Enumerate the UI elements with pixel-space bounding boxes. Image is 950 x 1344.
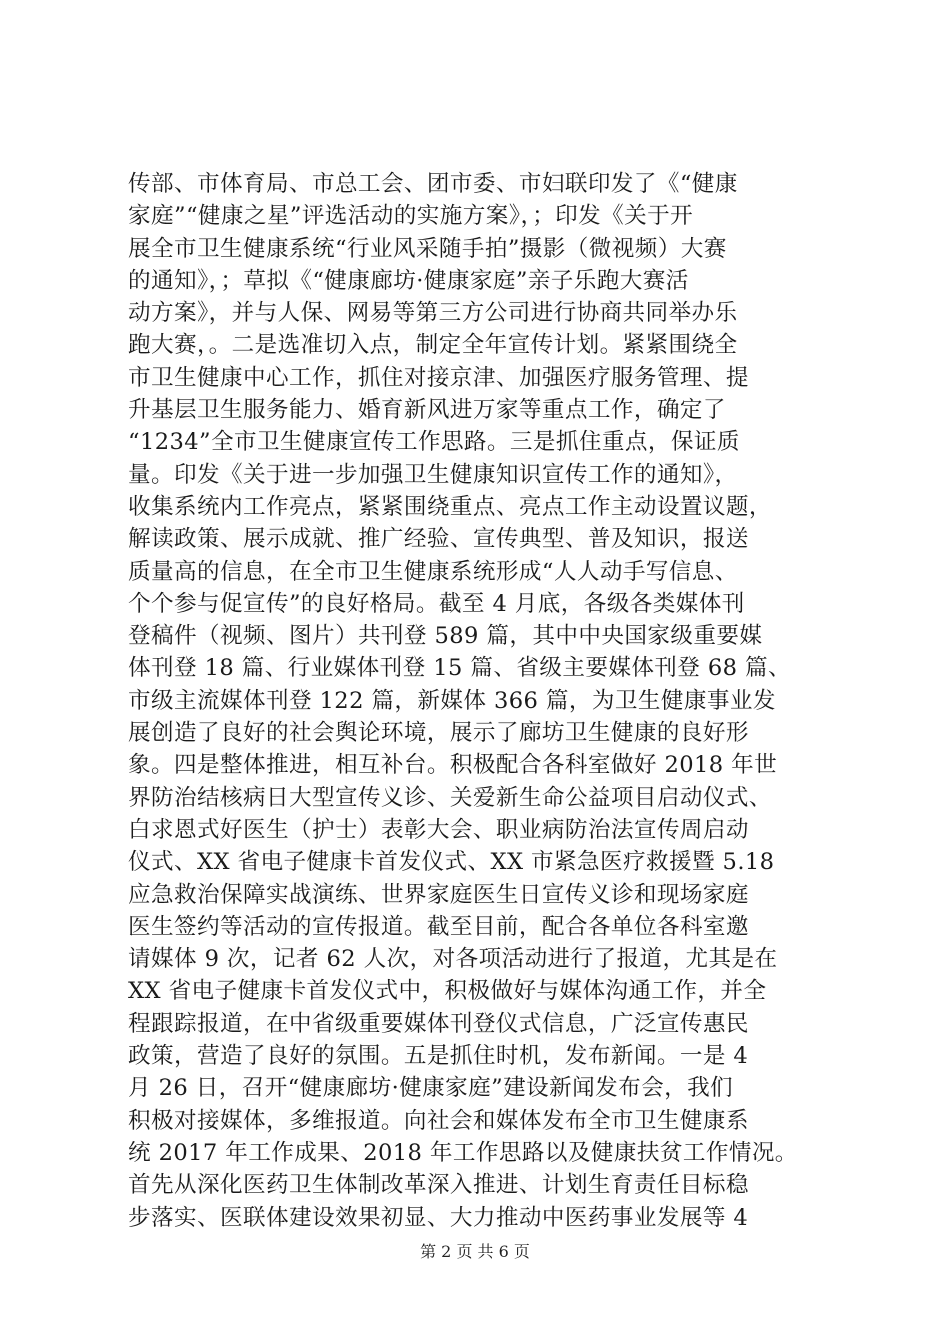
body-paragraph	[128, 168, 840, 1234]
text-line: 象。四是整体推进，相互补台。积极配合各科室做好 2018 年世	[128, 752, 778, 779]
text-line: 家庭”“健康之星”评选活动的实施方案》，；印发《关于开	[128, 203, 694, 230]
text-line: 登稿件（视频、图片）共刊登 589 篇，其中中央国家级重要媒	[128, 623, 763, 650]
text-line: 仪式、XX 省电子健康卡首发仪式、XX 市紧急医疗救援暨 5.18	[128, 849, 775, 876]
text-line: 收集系统内工作亮点，紧紧围绕重点、亮点工作主动设置议题，	[128, 493, 772, 520]
text-line: 政策，营造了良好的氛围。五是抓住时机，发布新闻。一是 4	[128, 1043, 749, 1070]
text-line: 跑大赛，。二是选准切入点，制定全年宣传计划。紧紧围绕全	[128, 332, 738, 359]
text-line: 质量高的信息，在全市卫生健康系统形成“人人动手写信息、	[128, 558, 738, 585]
text-line: 月 26 日，召开“健康廊坊·健康家庭”建设新闻发布会，我们	[128, 1075, 734, 1102]
text-line: 量。印发《关于进一步加强卫生健康知识宣传工作的通知》，	[128, 461, 738, 488]
text-line: 解读政策、展示成就、推广经验、宣传典型、普及知识，报送	[128, 526, 749, 553]
text-line: 市卫生健康中心工作，抓住对接京津、加强医疗服务管理、提	[128, 364, 749, 391]
text-line: 医生签约等活动的宣传报道。截至目前，配合各单位各科室邀	[128, 913, 749, 940]
text-line: 统 2017 年工作成果、2018 年工作思路以及健康扶贫工作情况。	[128, 1139, 798, 1166]
text-line: 体刊登 18 篇、行业媒体刊登 15 篇、省级主要媒体刊登 68 篇、	[128, 655, 791, 682]
text-line: 白求恩式好医生（护士）表彰大会、职业病防治法宣传周启动	[128, 816, 749, 843]
text-line: 步落实、医联体建设效果初显、大力推动中医药事业发展等 4	[128, 1204, 749, 1231]
text-line: 首先从深化医药卫生体制改革深入推进、计划生育责任目标稳	[128, 1172, 749, 1199]
text-line: 应急救治保障实战演练、世界家庭医生日宣传义诊和现场家庭	[128, 881, 749, 908]
text-line: 积极对接媒体，多维报道。向社会和媒体发布全市卫生健康系	[128, 1107, 749, 1134]
text-line: 个个参与促宣传”的良好格局。截至 4 月底，各级各类媒体刊	[128, 590, 745, 617]
text-line: 展创造了良好的社会舆论环境，展示了廊坊卫生健康的良好形	[128, 720, 749, 747]
text-line: 传部、市体育局、市总工会、团市委、市妇联印发了《“健康	[128, 171, 738, 197]
text-line: “1234”全市卫生健康宣传工作思路。三是抓住重点，保证质	[128, 429, 740, 456]
text-line: 动方案》，并与人保、网易等第三方公司进行协商共同举办乐	[128, 300, 738, 327]
text-line: 市级主流媒体刊登 122 篇，新媒体 366 篇，为卫生健康事业发	[128, 687, 776, 714]
text-line: 升基层卫生服务能力、婚育新风进万家等重点工作，确定了	[128, 397, 726, 424]
text-line: 请媒体 9 次，记者 62 人次，对各项活动进行了报道，尤其是在	[128, 946, 778, 973]
text-line: 程跟踪报道，在中省级重要媒体刊登仪式信息，广泛宣传惠民	[128, 1010, 749, 1037]
text-line: 的通知》，；草拟《“健康廊坊·健康家庭”亲子乐跑大赛活	[128, 267, 689, 294]
page-footer: 第 2 页 共 6 页	[420, 1242, 530, 1261]
text-line: XX 省电子健康卡首发仪式中，积极做好与媒体沟通工作，并全	[128, 978, 767, 1005]
text-line: 展全市卫生健康系统“行业风采随手拍”摄影（微视频）大赛	[128, 235, 727, 262]
text-line: 界防治结核病日大型宣传义诊、关爱新生命公益项目启动仪式、	[128, 784, 772, 811]
